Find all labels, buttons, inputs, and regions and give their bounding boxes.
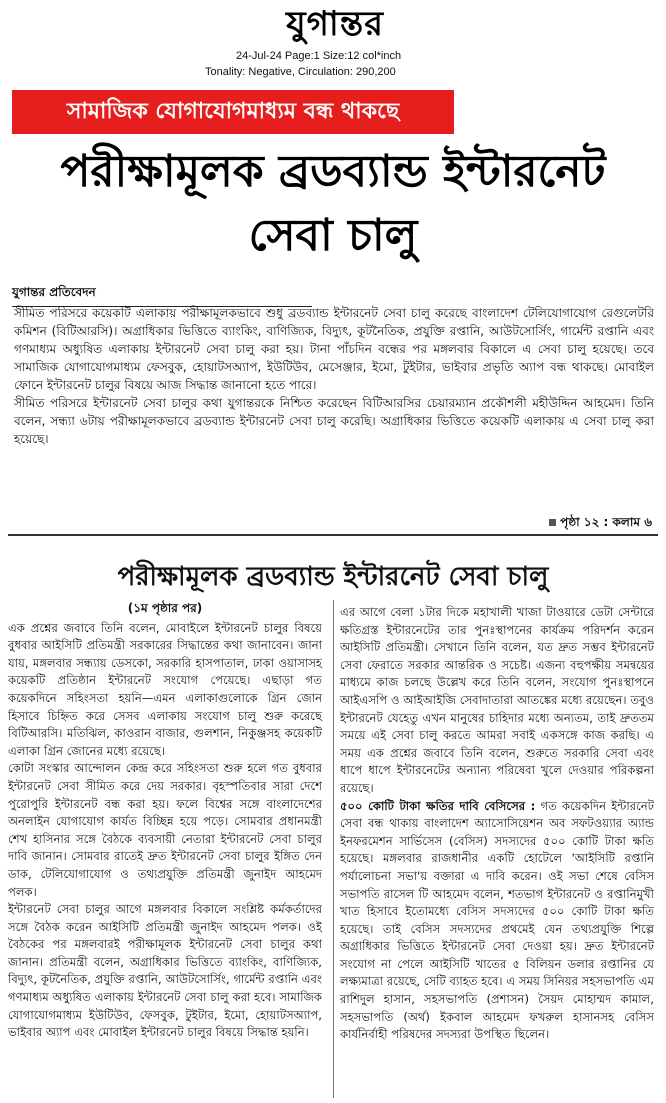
- lead-paragraph: সীমিত পরিসরে ইন্টারনেট সেবা চালুর কথা যুগান্তরকে নিশ্চিত করেছেন বিটিআরসির চেয়ারম্যান প্রকৌশলী মহীউদ্দিন আহমেদ। তিনি বলেন, সন্ধ্যা ৬টায় পরীক্ষামূলকভাবে ব্রডব্যান্ড ইন্টারনেট সেবা চালু করেছি। অগ্রাধিকার ভিত্তিতে কয়েকটি এলাকায় এ সেবা চালু করা হয়েছে।: [14, 396, 654, 446]
- lead-paragraph: সীমিত পরিসরে কয়েকটি এলাকায় পরীক্ষামূলকভাবে শুধু ব্রডব্যান্ড ইন্টারনেট সেবা চালু করেছে বাংলাদেশ টেলিযোগাযোগ রেগুলেটরি কমিশন (বিটিআরসি)। অগ্রাধিকার ভিত্তিতে ব্যাংকিং, বাণিজ্যিক, বিদ্যুৎ, কূটনৈতিক, প্রযুক্তি রপ্তানি, আউটসোর্সিং, গার্মেন্ট রপ্তানি এবং গণমাধ্যম অধ্যুষিত এলাকায় ইন্টারনেট সেবা চালু করা হয়। টানা পাঁচদিন বন্ধের পর মঙ্গলবার বিকালে এ সেবা চালু হয়েছে। তবে সামাজিক যোগাযোগমাধ্যম ফেসবুক, হোয়াটসঅ্যাপ, ইউটিউব, মেসেঞ্জার, ইমো, টুইটার, ভাইবার প্রভৃতি অ্যাপ বন্ধ থাকছে। মোবাইল ফোনে ইন্টারনেট চালুর বিষয়ে আজ সিদ্ধান্ত জানানো হতে পারে।: [14, 306, 654, 392]
- continuation-label: (১ম পৃষ্ঠার পর): [127, 601, 203, 615]
- body-paragraph: এক প্রশ্নের জবাবে তিনি বলেন, মোবাইলে ইন্টারনেট চালুর বিষয়ে বুধবার আইসিটি প্রতিমন্ত্রী সরকারের সিদ্ধান্তের কথা জানাবেন। জানা যায়, মঙ্গলবার সন্ধ্যায় ডেসকো, সরকারি হাসপাতাল, ঢাকা ওয়াসাসহ কয়েকটি প্রতিষ্ঠান ইন্টারনেট সংযোগ পেয়েছে। এছাড়া গত কয়েকদিনে সহিংসতা হয়নি—এমন এলাকাগুলোকে গ্রিন জোন হিসাবে চিহ্নিত করে সেসব এলাকায় সংযোগ চালু শুরু করেছে বিটিআরসি। মতিঝিল, কাওরান বাজার, গুলশান, নিকুঞ্জসহ কয়েকটি এলাকা গ্রিন জোনের মধ্যে রয়েছে।: [8, 620, 322, 758]
- article-lead: [14, 304, 654, 448]
- page-jump-reference: [312, 514, 652, 534]
- body-paragraph: ইন্টারনেট সেবা চালুর আগে মঙ্গলবার বিকালে সংশ্লিষ্ট কর্মকর্তাদের সঙ্গে বৈঠক করেন আইসিটি প্রতিমন্ত্রী জুনাইদ আহমেদ পলক। ওই বৈঠকের পর মঙ্গলবারই পরীক্ষামূলক ইন্টারনেট সেবা চালুর কথা জানান। প্রতিমন্ত্রী বলেন, অগ্রাধিকার ভিত্তিতে ব্যাংকিং, বাণিজ্যিক, বিদ্যুৎ, কূটনৈতিক, প্রযুক্তি রপ্তানি, আউটসোর্সিং, গার্মেন্ট রপ্তানি এবং গণমাধ্যম অধ্যুষিত এলাকায় ইন্টারনেট সেবা চালু করা হবে। সামাজিক যোগাযোগমাধ্যম ইউটিউব, ফেসবুক, টুইটার, ইমো, হোয়াটসঅ্যাপ, ভাইবার অ্যাপ এবং মোবাইল ইন্টারনেট চালুর বিষয়ে সিদ্ধান্ত হয়নি।: [8, 902, 322, 1040]
- basis-subhead: ৫০০ কোটি টাকা ক্ষতির দাবি বেসিসের :: [340, 798, 536, 813]
- newspaper-logo: যুগান্তর: [286, 4, 384, 44]
- body-paragraph: এর আগে বেলা ১টার দিকে মহাখালী খাজা টাওয়ারে ডেটা সেন্টারে ক্ষতিগ্রস্ত ইন্টারনেটের তার পুনঃস্থাপনের কার্যক্রম পরিদর্শন করেন আইসিটি প্রতিমন্ত্রী। সেখানে তিনি বলেন, যত দ্রুত সম্ভব ইন্টারনেট সেবা ফেরাতে সরকার আন্তরিক ও সচেষ্ট। এজন্য বহুপক্ষীয় সমন্বয়ের মাধ্যমে কাজ চলছে উল্লেখ করে তিনি বলেন, সংযোগ পুনঃস্থাপনে আইএসপি ও আইআইজি সেবাদাতারা আতঙ্কের মধ্যে রয়েছেন। তবুও ইন্টারনেট যেহেতু এখন মানুষের চাহিদার মধ্যে অন্যতম, তাই দ্রুততম সময়ে এই সেবা চালু করতে আমরা সবাই একসঙ্গে কাজ করছি। এ সময় এক প্রশ্নের জবাবে তিনি বলেন, শুরুতে সরকারি সেবা এবং ধাপে ধাপে ইন্টারনেটের অন্যান্য পরিষেবা খুলে দেওয়ার পরিকল্পনা রয়েছে।: [340, 605, 654, 795]
- square-bullet-icon: [549, 519, 556, 526]
- article-byline: যুগান্তর প্রতিবেদন: [12, 284, 312, 307]
- section-divider: [8, 534, 658, 536]
- clip-meta-date-size: 24-Jul-24 Page:1 Size:12 col*inch: [236, 50, 402, 62]
- jump-label: পৃষ্ঠা ১২ : কলাম ৬: [560, 515, 652, 529]
- article-headline: পরীক্ষামূলক ব্রডব্যান্ড ইন্টারনেট সেবা চালু: [60, 146, 606, 261]
- column-separator: [333, 600, 334, 1098]
- body-paragraph: কোটা সংস্কার আন্দোলন কেন্দ্র করে সহিংসতা শুরু হলে গত বুধবার ইন্টারনেট সেবা সীমিত করে দেয় সরকার। বৃহস্পতিবার সারা দেশে পুরোপুরি ইন্টারনেট বন্ধ করা হয়। ফলে বিশ্বের সঙ্গে বাংলাদেশের অনলাইন যোগাযোগ কার্যত বিচ্ছিন্ন হয়ে পড়ে। সোমবার প্রধানমন্ত্রী শেখ হাসিনার সঙ্গে বৈঠকে ব্যবসায়ী নেতারা ইন্টারনেট সেবা চালুর দাবি জানান। সোমবার রাতেই দ্রুত ইন্টারনেট সেবা চালুর ইঙ্গিত দেন ডাক, টেলিযোগাযোগ ও তথ্যপ্রযুক্তি প্রতিমন্ত্রী জুনাইদ আহমেদ পলক।: [8, 761, 322, 899]
- basis-body: গত কয়েকদিন ইন্টারনেট সেবা বন্ধ থাকায় বাংলাদেশ অ্যাসোসিয়েশন অব সফটওয়্যার অ্যান্ড ইনফরমেশন সার্ভিসেস (বেসিস) সদস্যদের ৫০০ কোটি টাকা ক্ষতি হয়েছে। মঙ্গলবার রাজধানীর একটি হোটেলে 'আইসিটি রপ্তানি পর্যালোচনা সভা'য় বক্তারা এ দাবি করেন। ওই সভা শেষে বেসিস সভাপতি রাসেল টি আহমেদ বলেন, শতভাগ ইন্টারনেট ও রপ্তানিমুখী খাত হিসাবে ইতোমধ্যে বেসিস সদস্যদের ৫০০ কোটি টাকা ক্ষতি হয়েছে। তাই বেসিস সদস্যদের প্রথমেই যেন তথ্যপ্রযুক্তি শিল্পে অগ্রাধিকার ভিত্তিতে ইন্টারনেট সেবা দেওয়া হয়। দ্রুত ইন্টারনেট সংযোগ না পেলে আইসিটি খাতের ৫ বিলিয়ন ডলার রপ্তানির যে লক্ষ্যমাত্রা রয়েছে, সেটি ব্যাহত হবে। এ সময় সিনিয়র সহসভাপতি এম রাশিদুল হাসান, সহসভাপতি (প্রশাসন) সৈয়দ মোহাম্মদ কামাল, সহসভাপতি (অর্থ) ইকবাল আহমেদ ফখরুল হাসানসহ বেসিস কার্যনির্বাহী পরিষদের সদস্যরা উপস্থিত ছিলেন।: [340, 798, 655, 1042]
- masthead: [0, 0, 666, 95]
- article-kicker: সামাজিক যোগাযোগমাধ্যম বন্ধ থাকছে: [12, 90, 454, 134]
- continuation-right-column: [340, 604, 654, 1044]
- continuation-left-column: [8, 600, 322, 1042]
- subhead-paragraph: [340, 798, 654, 1044]
- continuation-headline: পরীক্ষামূলক ব্রডব্যান্ড ইন্টারনেট সেবা চালু: [117, 562, 549, 592]
- clip-meta-tonality: Tonality: Negative, Circulation: 290,200: [205, 66, 396, 78]
